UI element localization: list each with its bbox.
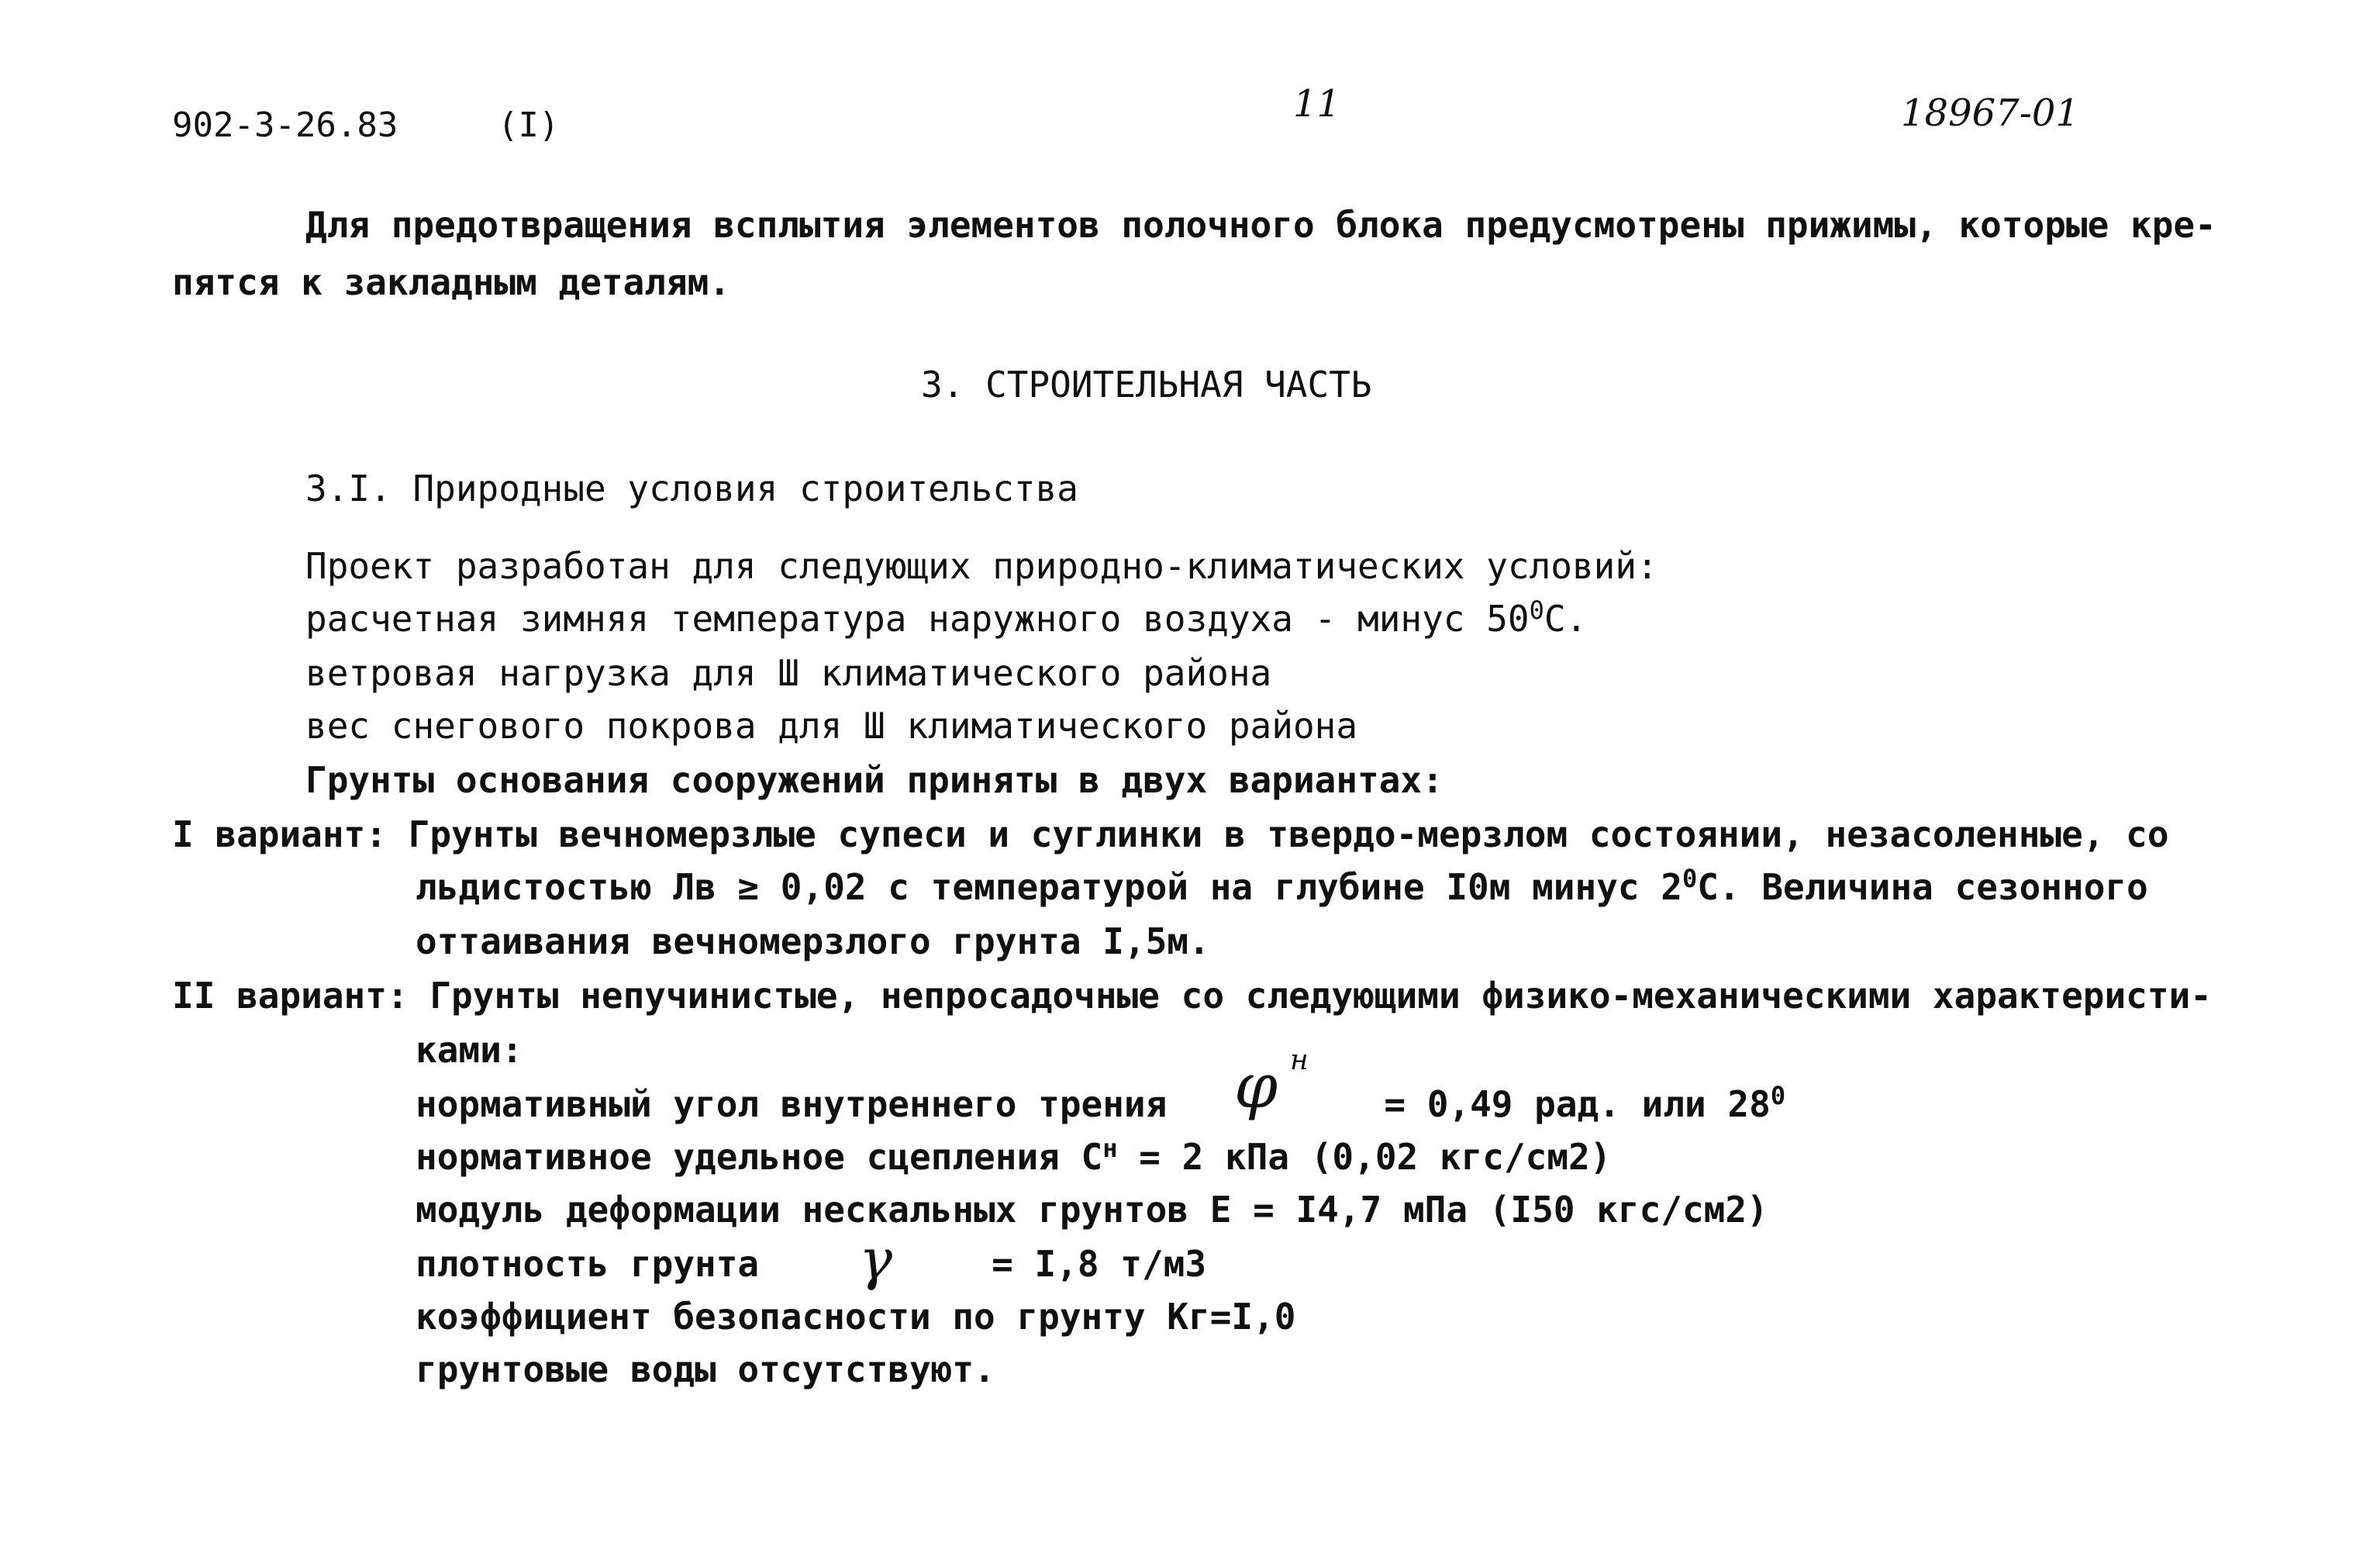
friction-angle-value: = 0,49 рад. или 28	[1384, 1083, 1771, 1125]
cohesion-text: нормативное удельное сцепления С	[416, 1136, 1103, 1178]
soil-density-value: = I,8 т/м3	[992, 1243, 1207, 1285]
soil-density	[416, 1241, 1206, 1287]
snow-load: вес снегового покрова для Ш климатического района	[305, 705, 1358, 747]
friction-angle-label: нормативный угол внутреннего трения	[416, 1083, 1168, 1125]
soil-density-label: плотность грунта	[416, 1243, 760, 1285]
phi-symbol: φ	[1234, 1050, 1278, 1122]
friction-angle	[416, 1081, 1785, 1131]
groundwater: грунтовые воды отсутствуют.	[416, 1348, 995, 1390]
degree-sup: 0	[1682, 864, 1698, 893]
cohesion-sup: н	[1102, 1134, 1118, 1163]
wind-load: ветровая нагрузка для Ш климатического района	[305, 652, 1272, 694]
deformation-modulus: модуль деформации нескальных грунтов Е = I4,7 мПа (I50 кгс/см2)	[416, 1189, 1768, 1231]
page-number: 11	[1293, 82, 1341, 126]
section-title: 3. СТРОИТЕЛЬНАЯ ЧАСТЬ	[921, 364, 1372, 406]
document-part: (I)	[498, 105, 560, 145]
degree-sup: 0	[1529, 596, 1544, 625]
conditions-intro: Проект разработан для следующих природно-климатических условий:	[305, 545, 1658, 587]
cohesion-value: = 2 кПа (0,02 кгс/см2)	[1117, 1136, 1612, 1178]
variant-1-line-2	[416, 864, 2148, 914]
degree-sup: 0	[1770, 1081, 1786, 1110]
intro-line-2: пятся к закладным деталям.	[172, 261, 731, 303]
variant-1-line-2-text: льдистостью Лв ≥ 0,02 с температурой на глубине I0м минус 2	[416, 866, 1682, 908]
design-temperature	[305, 596, 1587, 646]
gamma-symbol: γ	[859, 1227, 893, 1292]
safety-factor: коэффициент безопасности по грунту Кг=I,0	[416, 1296, 1296, 1338]
soils-intro: Грунты основания сооружений приняты в двух вариантах:	[305, 759, 1444, 801]
variant-2-line-2: ками:	[416, 1029, 523, 1071]
variant-2-line-1: II вариант: Грунты непучинистые, непросадочные со следующими физико-механическими характеристи-	[172, 975, 2212, 1017]
intro-line-1: Для предотвращения всплытия элементов полочного блока предусмотрены прижимы, которые кре-	[305, 204, 2216, 246]
design-temperature-unit: С.	[1544, 598, 1588, 640]
subsection-title: 3.I. Природные условия строительства	[305, 468, 1078, 509]
variant-1-line-1: I вариант: Грунты вечномерзлые супеси и суглинки в твердо-мерзлом состоянии, незасоленные, со	[172, 813, 2169, 855]
sheet-code: 18967-01	[1901, 91, 2079, 135]
phi-superscript: н	[1290, 1044, 1309, 1076]
variant-1-line-3: оттаивания вечномерзлого грунта I,5м.	[416, 920, 1210, 962]
variant-1-line-2-suffix: С. Величина сезонного	[1697, 866, 2148, 908]
cohesion	[416, 1134, 1611, 1184]
design-temperature-text: расчетная зимняя температура наружного воздуха - минус 50	[305, 598, 1530, 640]
document-code: 902-3-26.83	[172, 105, 398, 145]
